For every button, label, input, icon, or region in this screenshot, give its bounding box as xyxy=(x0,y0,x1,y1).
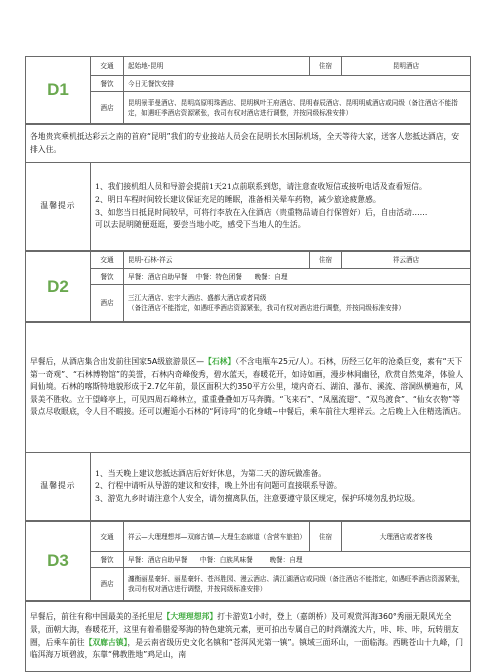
day2-narrative xyxy=(26,323,471,453)
day3-hotel-list: 瀍衡丽星豪轩、丽星豪轩、苍洱胜园、漫云酒店、满江湖酒店或同级（备注酒店不能指定，如遇旺季酒店资源紧张，我司有权对酒店进行调整，并按同级标准安排） xyxy=(124,568,471,601)
day2-hotel-note: （备注酒店不能指定，如遇旺季酒店资源紧张，我司有权对酒店进行调整，并按同级标准安排） xyxy=(128,304,405,312)
day3-narrative-part1: 早餐后，前往有称中国最美的圣托里尼 xyxy=(30,612,163,622)
day1-stay-value: 昆明酒店 xyxy=(342,57,471,76)
day2-tip-1: 1、当天晚上建议您抵达酒店后好好休息，为第二天的游玩做准备。 xyxy=(95,468,327,478)
day2-transport-label: 交通 xyxy=(91,252,124,269)
day2-hotel-list xyxy=(124,285,471,322)
day2-dinner: 晚餐：自理 xyxy=(254,272,288,281)
day2-highlight-shilin: 【石林】 xyxy=(204,357,236,367)
day3-narrative-part2: 打卡游览1小时，登上（嘉朗桥）及可观赏洱海360°秀丽无限风光全景，面朝大海，春暖花开，这里有着希腊爱琴海的特色建筑元素，更可拍出专属自己的时尚潮流大片，咔、咔、咔，玩转朋友圈，后乘车前往 xyxy=(30,612,459,647)
day3-stay-label: 住宿 xyxy=(310,522,342,552)
day1-stay-label: 住宿 xyxy=(310,57,342,76)
day1-tips-list xyxy=(91,163,471,251)
day1-narrative: 各地贵宾乘机抵达彩云之南的首府“昆明”我们的专业接站人员会在昆明长水国际机场，全天等待大家，送客人您抵达酒店，安排入住。 xyxy=(26,125,471,163)
day3-breakfast: 早餐：酒店自助早餐 xyxy=(128,555,188,564)
day3-badge: D3 xyxy=(26,522,91,601)
day2-hotel-label: 酒店 xyxy=(91,285,124,322)
day2-tips-list xyxy=(91,453,471,521)
day1-tip-3: 3、如您当日抵昆时间较早，可将行李放在入住酒店（贵重物品请自行保管好）后，自由活动…… xyxy=(95,207,428,217)
day1-tips-label: 温馨提示 xyxy=(26,163,91,251)
day3-lunch: 中餐：白族风味餐 xyxy=(199,555,253,564)
day3-meals-value xyxy=(124,552,471,568)
day3-meals-label: 餐饮 xyxy=(91,552,124,568)
day2-narrative-intro: 早餐后，从酒店集合出发前往国家5A级旅游景区— xyxy=(30,357,205,367)
day2-tip-2: 2、行程中请听从导游的建议和安排，晚上外出有问题可直接联系导游。 xyxy=(95,481,342,491)
day3-dinner: 晚餐：自理 xyxy=(269,555,303,564)
day3-hotel-label: 酒店 xyxy=(91,568,124,601)
day1-badge: D1 xyxy=(26,57,91,124)
day3-highlight-lixiangbang: 【大理理想邦】 xyxy=(162,612,218,622)
day2-meals-label: 餐饮 xyxy=(91,269,124,285)
day1-hotel-list: 昆明景菲曼酒店、昆明高原明珠酒店、昆明枫叶王府酒店、昆明春辰酒店、昆明明威酒店或同级（备注酒店不能指定，如遇旺季酒店资源紧张，我司有权对酒店进行调整，并按同级标准安排） xyxy=(124,92,471,124)
day1-meals-value: 今日无餐饮安排 xyxy=(124,76,471,92)
day1-hotel-label: 酒店 xyxy=(91,92,124,124)
day1-route: 起始地-昆明 xyxy=(124,57,310,76)
day2-narrative-table xyxy=(25,322,471,521)
itinerary-document xyxy=(25,56,470,672)
day3-stay-value: 大理酒店或者客栈 xyxy=(342,522,471,552)
day1-tip-4: 可以去昆明随便逛逛，要尝当地小吃，感受下当地人的生活。 xyxy=(95,220,306,230)
day2-breakfast: 早餐：酒店自助早餐 xyxy=(128,272,188,281)
day3-highlight-shuanglang: 【双廊古镇】 xyxy=(84,637,128,647)
day2-lunch: 中餐：特色团餐 xyxy=(195,272,242,281)
day3-narrative xyxy=(26,602,471,672)
day3-narrative-table xyxy=(25,601,471,672)
day2-hotel-names: 三江大酒店、宏宇大酒店、盛都大酒店或者同级 xyxy=(128,294,267,302)
day2-stay-value: 祥云酒店 xyxy=(342,252,471,269)
day2-stay-label: 住宿 xyxy=(310,252,342,269)
day2-tip-3: 3、游览九乡时请注意个人安全，请勿擅离队伍，注意要遵守景区规定，保护环境勿乱扔垃圾。 xyxy=(95,493,420,503)
day1-narrative-table xyxy=(25,124,471,251)
day2-route: 昆明-石林-祥云 xyxy=(124,252,310,269)
day1-tip-1: 1、我们接机组人员和导游会提前1天21点前联系到您，请注意查收短信或接听电话及查看短信。 xyxy=(95,182,427,192)
day1-tip-2: 2、明日车程时间较长建议保证充足的睡眠，准备相关晕车药物，减少旅途疲惫感。 xyxy=(95,194,381,204)
day2-badge: D2 xyxy=(26,252,91,322)
day3-info-table xyxy=(25,521,471,601)
day2-meals-value xyxy=(124,269,471,285)
day2-narrative-body: （不含电瓶车25元/人）。石林，历经三亿年的沧桑巨变，素有“天下第一奇观”、“石林博物馆”的美誉，石林内奇峰俊秀，碧水蓝天，春暖花开，如诗如画，漫步林间幽径，欣赏自然鬼斧，体验人间仙境。石林的喀斯特地貌形成于2.7亿年前，景区面积大约350平方公里，境内奇石、湖泊、瀑布、溪流、溶洞纵横遍布，风景美不胜收。立于望峰亭上，可见四周石峰林立，重重叠叠如万马奔腾。“飞来石”、“凤凰流翅”、“双鸟渡食”、“仙女衣物”等景点尽收眼底，令人目不暇接。还可以邂逅小石林的“阿诗玛”的化身峨~中餐后，乘车前往大理祥云。之后晚上入住精选酒店。 xyxy=(30,357,466,417)
day3-narrative-part3: ，是云南省级历史文化名镇和“苍洱风光第一镇”。镇域三面环山，一面临海。西眺苍山十九峰，门临洱海万顷碧波，东靠“佛教胜地”鸡足山，南 xyxy=(30,637,464,660)
day1-meals-label: 餐饮 xyxy=(91,76,124,92)
day1-info-table xyxy=(25,56,471,124)
day3-transport-label: 交通 xyxy=(91,522,124,552)
day2-info-table xyxy=(25,251,471,322)
day2-tips-label: 温馨提示 xyxy=(26,453,91,521)
day3-route: 祥云—大理理想邦—双廊古镇—大理生态廊道（含营车旅拍） xyxy=(124,522,310,552)
day1-transport-label: 交通 xyxy=(91,57,124,76)
